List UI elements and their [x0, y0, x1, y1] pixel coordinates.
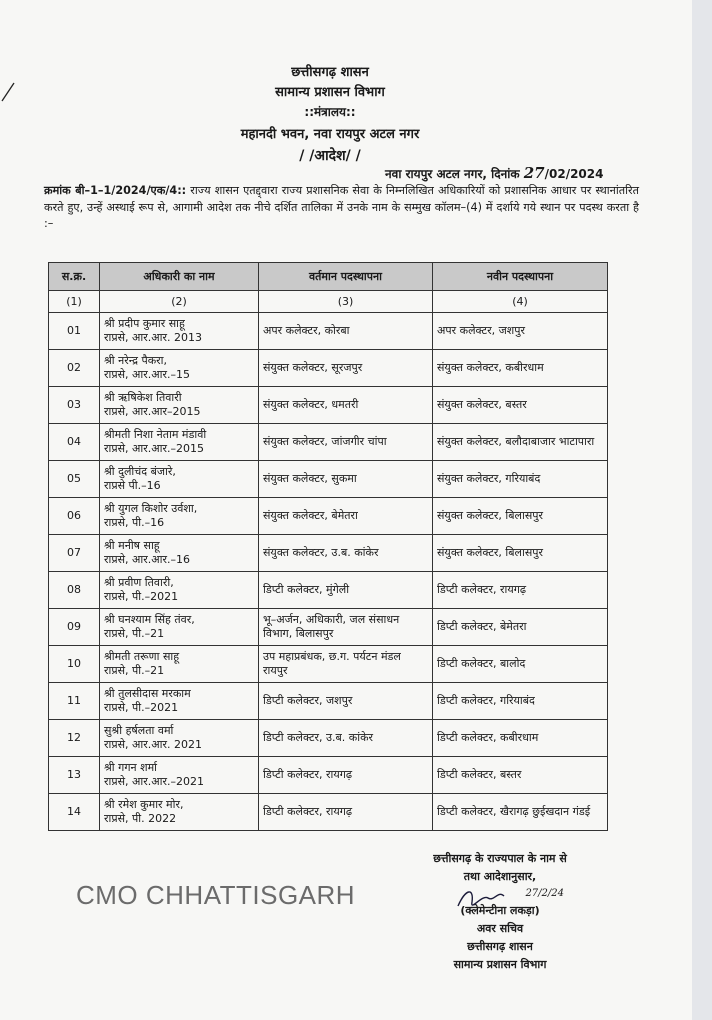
table-header-row — [49, 263, 608, 291]
current-posting: डिप्टी कलेक्टर, जशपुर — [259, 683, 433, 720]
new-posting: संयुक्त कलेक्टर, गरियाबंद — [433, 461, 608, 498]
header-officer-name: अधिकारी का नाम — [100, 263, 259, 291]
current-posting: डिप्टी कलेक्टर, मुंगेली — [259, 572, 433, 609]
officer-name: श्री नरेन्द्र पैकरा, — [104, 354, 168, 367]
officer-batch: राप्रसे, पी.–21 — [104, 627, 165, 640]
dateline-suffix: /02/2024 — [544, 167, 604, 181]
officer-batch: राप्रसे, आर.आर. 2013 — [104, 331, 203, 344]
row-sno: 13 — [49, 757, 100, 794]
officer-batch: राप्रसे, पी.–2021 — [104, 590, 179, 603]
column-number: (4) — [433, 291, 608, 313]
new-posting: अपर कलेक्टर, जशपुर — [433, 313, 608, 350]
officer-batch: राप्रसे, आर.आर–2015 — [104, 405, 201, 418]
signatory-government: छत्तीसगढ़ शासन — [467, 940, 533, 953]
officer-name: श्रीमती निशा नेताम मंडावी — [104, 428, 207, 441]
officer-name: श्री दुलीचंद बंजारे, — [104, 465, 176, 478]
table-row — [49, 794, 608, 831]
table-row — [49, 683, 608, 720]
officer-cell — [100, 646, 259, 683]
column-number: (3) — [259, 291, 433, 313]
row-sno: 10 — [49, 646, 100, 683]
officer-batch: राप्रसे, पी. 2022 — [104, 812, 177, 825]
new-posting: डिप्टी कलेक्टर, बस्तर — [433, 757, 608, 794]
order-text: राज्य शासन एतद्द्वारा राज्य प्रशासनिक सेवा के निम्नलिखित अधिकारियों को प्रशासनिक आधार पर स्थानांतरित करते हुए, उन्हें अस्थाई रूप से, आगामी आदेश तक नीचे दर्शित तालिका में उनके नाम के सम्मुख कॉलम–(4) में दर्शाये गये स्थान पर पदस्थ करता है :– — [44, 184, 639, 230]
table-row — [49, 350, 608, 387]
current-posting: संयुक्त कलेक्टर, बेमेतरा — [259, 498, 433, 535]
new-posting: संयुक्त कलेक्टर, कबीरधाम — [433, 350, 608, 387]
margin-pen-mark — [0, 82, 16, 102]
handwritten-signature — [452, 884, 562, 914]
signature-line-order: तथा आदेशानुसार, — [463, 870, 537, 883]
row-sno: 12 — [49, 720, 100, 757]
officer-name: श्री ऋषिकेश तिवारी — [104, 391, 182, 404]
transfer-table — [48, 262, 608, 831]
officer-name: सुश्री हर्षलता वर्मा — [104, 724, 174, 737]
table-row — [49, 461, 608, 498]
current-posting: डिप्टी कलेक्टर, रायगढ़ — [259, 757, 433, 794]
new-posting: डिप्टी कलेक्टर, गरियाबंद — [433, 683, 608, 720]
officer-cell — [100, 535, 259, 572]
current-posting: संयुक्त कलेक्टर, सूरजपुर — [259, 350, 433, 387]
signatory-name: (क्लेमेन्टीना लकड़ा) — [460, 904, 540, 917]
current-posting: संयुक्त कलेक्टर, धमतरी — [259, 387, 433, 424]
column-number-row — [49, 291, 608, 313]
current-posting: अपर कलेक्टर, कोरबा — [259, 313, 433, 350]
table-row — [49, 609, 608, 646]
officer-batch: राप्रसे, आर.आर.–2015 — [104, 442, 205, 455]
new-posting: डिप्टी कलेक्टर, बेमेतरा — [433, 609, 608, 646]
officer-name: श्री मनीष साहू — [104, 539, 160, 552]
header-current-posting: वर्तमान पदस्थापना — [259, 263, 433, 291]
officer-batch: राप्रसे, आर.आर.–15 — [104, 368, 191, 381]
new-posting: संयुक्त कलेक्टर, बिलासपुर — [433, 535, 608, 572]
new-posting: संयुक्त कलेक्टर, बलौदाबाजार भाटापारा — [433, 424, 608, 461]
current-posting: संयुक्त कलेक्टर, जांजगीर चांपा — [259, 424, 433, 461]
header-new-posting: नवीन पदस्थापना — [433, 263, 608, 291]
officer-cell — [100, 720, 259, 757]
signature-date: 27/2/24 — [525, 888, 564, 899]
table-row — [49, 757, 608, 794]
viewer-edge — [692, 0, 712, 1020]
current-posting: उप महाप्रबंधक, छ.ग. पर्यटन मंडल रायपुर — [259, 646, 433, 683]
table-row — [49, 646, 608, 683]
officer-cell — [100, 387, 259, 424]
header-department: सामान्य प्रशासन विभाग — [275, 85, 385, 100]
table-row — [49, 535, 608, 572]
watermark-text: CMO CHHATTISGARH — [76, 880, 356, 910]
officer-cell — [100, 757, 259, 794]
current-posting: भू–अर्जन, अधिकारी, जल संसाधन विभाग, बिलासपुर — [259, 609, 433, 646]
row-sno: 04 — [49, 424, 100, 461]
header-ministry: ::मंत्रालय:: — [304, 105, 356, 119]
new-posting: डिप्टी कलेक्टर, खैरागढ़ छुईखदान गंडई — [433, 794, 608, 831]
row-sno: 03 — [49, 387, 100, 424]
officer-cell — [100, 350, 259, 387]
header-order-title: / /आदेश/ / — [299, 148, 361, 164]
officer-batch: राप्रसे, पी.–16 — [104, 516, 165, 529]
row-sno: 02 — [49, 350, 100, 387]
table-row — [49, 498, 608, 535]
row-sno: 08 — [49, 572, 100, 609]
officer-cell — [100, 498, 259, 535]
officer-cell — [100, 609, 259, 646]
officer-batch: राप्रसे, पी.–2021 — [104, 701, 179, 714]
new-posting: डिप्टी कलेक्टर, बालोद — [433, 646, 608, 683]
new-posting: संयुक्त कलेक्टर, बस्तर — [433, 387, 608, 424]
row-sno: 01 — [49, 313, 100, 350]
row-sno: 05 — [49, 461, 100, 498]
table-row — [49, 387, 608, 424]
header-sno: स.क्र. — [49, 263, 100, 291]
row-sno: 11 — [49, 683, 100, 720]
current-posting: संयुक्त कलेक्टर, सुकमा — [259, 461, 433, 498]
signatory-designation: अवर सचिव — [476, 922, 524, 935]
new-posting: डिप्टी कलेक्टर, रायगढ़ — [433, 572, 608, 609]
order-paragraph — [44, 183, 639, 233]
officer-cell — [100, 572, 259, 609]
officer-cell — [100, 461, 259, 498]
order-dateline — [385, 164, 603, 182]
signatory-department: सामान्य प्रशासन विभाग — [453, 958, 547, 971]
officer-name: श्री घनश्याम सिंह तंवर, — [104, 613, 195, 626]
row-sno: 14 — [49, 794, 100, 831]
table-row — [49, 424, 608, 461]
officer-name: श्री प्रवीण तिवारी, — [104, 576, 174, 589]
signature-line-governor: छत्तीसगढ़ के राज्यपाल के नाम से — [433, 852, 567, 865]
officer-batch: राप्रसे, पी.–21 — [104, 664, 165, 677]
row-sno: 09 — [49, 609, 100, 646]
column-number: (1) — [49, 291, 100, 313]
table-row — [49, 720, 608, 757]
table-row — [49, 313, 608, 350]
current-posting: संयुक्त कलेक्टर, उ.ब. कांकेर — [259, 535, 433, 572]
officer-batch: राप्रसे, आर.आर.–16 — [104, 553, 191, 566]
column-number: (2) — [100, 291, 259, 313]
current-posting: डिप्टी कलेक्टर, रायगढ़ — [259, 794, 433, 831]
header-address: महानदी भवन, नवा रायपुर अटल नगर — [240, 127, 420, 142]
table-row — [49, 572, 608, 609]
officer-cell — [100, 683, 259, 720]
officer-cell — [100, 424, 259, 461]
officer-batch: राप्रसे, आर.आर.–2021 — [104, 775, 205, 788]
order-number: क्रमांक बी–1–1/2024/एक/4:: — [44, 184, 187, 197]
officer-name: श्री प्रदीप कुमार साहू — [104, 317, 185, 330]
officer-batch: राप्रसे पी.–16 — [104, 479, 161, 492]
header-government: छत्तीसगढ़ शासन — [291, 65, 369, 80]
new-posting: डिप्टी कलेक्टर, कबीरधाम — [433, 720, 608, 757]
row-sno: 06 — [49, 498, 100, 535]
row-sno: 07 — [49, 535, 100, 572]
new-posting: संयुक्त कलेक्टर, बिलासपुर — [433, 498, 608, 535]
officer-name: श्रीमती तरूणा साहू — [104, 650, 180, 663]
officer-name: श्री युगल किशोर उर्वशा, — [104, 502, 198, 515]
officer-name: श्री रमेश कुमार मोर, — [104, 798, 184, 811]
officer-name: श्री गगन शर्मा — [104, 761, 158, 774]
current-posting: डिप्टी कलेक्टर, उ.ब. कांकेर — [259, 720, 433, 757]
dateline-prefix: नवा रायपुर अटल नगर, दिनांक — [385, 167, 524, 181]
officer-batch: राप्रसे, आर.आर. 2021 — [104, 738, 203, 751]
dateline-day: 27 — [523, 164, 545, 182]
officer-name: श्री तुलसीदास मरकाम — [104, 687, 191, 700]
officer-cell — [100, 313, 259, 350]
officer-cell — [100, 794, 259, 831]
